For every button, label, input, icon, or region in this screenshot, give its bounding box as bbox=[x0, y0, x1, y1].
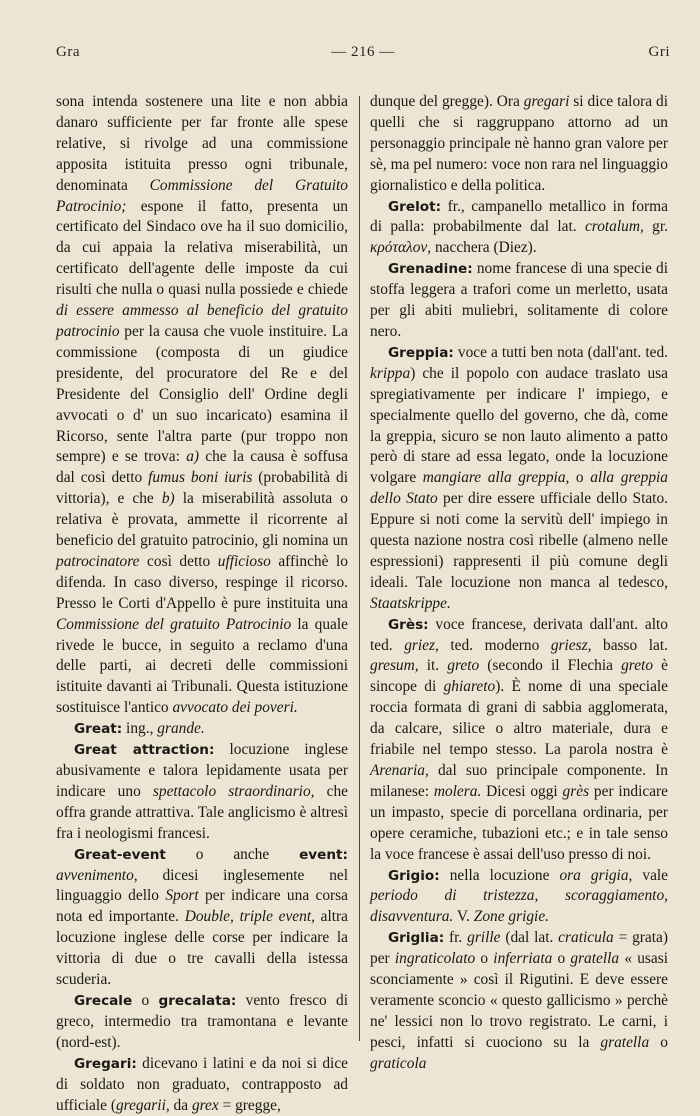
body-text: basso lat. bbox=[591, 636, 668, 654]
entry-great bbox=[56, 719, 348, 740]
header-left-guideword: Gra bbox=[56, 44, 80, 60]
body-text: la miserabilità assoluta o relativa è provata, ammette il ricorrente al beneficio del gratuito patrocinio, gli nomina un bbox=[56, 490, 349, 550]
body-text: ). È nome di una speciale roccia formata di grani di sabbia agglomerata, da calcare, silice o altro materiale, dura e friabile nel tempo stesso. La parola nostra è bbox=[370, 678, 669, 759]
entry-greppia bbox=[370, 343, 668, 615]
italic-text: grille bbox=[467, 929, 501, 947]
body-text: o bbox=[649, 1033, 668, 1051]
entry-patrocinio-continuation bbox=[56, 92, 348, 719]
column-divider bbox=[359, 96, 360, 1041]
body-text: la quale rivede le bucce, in seguito a reclamo d'una delle parti, ai decreti delle commissioni istituite davanti ai Tribunali. Questa istituzione sostituisce l'antico bbox=[56, 615, 348, 717]
body-text: ing., bbox=[122, 720, 158, 738]
italic-text: inferriata bbox=[493, 950, 553, 968]
italic-text: Commissione del gratuito Patrocinio bbox=[56, 615, 292, 633]
italic-text: di essere ammesso al beneficio del gratuito patrocinio bbox=[56, 302, 348, 340]
body-text: = gregge, bbox=[218, 1096, 281, 1114]
body-text: nacchera (Diez). bbox=[431, 239, 537, 257]
body-text: (secondo il Flechia bbox=[479, 657, 622, 675]
headword: Greppia: bbox=[388, 344, 454, 361]
body-text: per la causa che vuole instituire. La commissione (composta di un giudice presidente, del procuratore del Re e del Presidente del Consiglio dell' Ordine degli avvocati o d' un suo incaricato) esamina il Ricorso, sente l'altra parte (pur troppo non sempre) e se trova: bbox=[56, 322, 348, 466]
italic-text: gregari bbox=[523, 93, 570, 110]
italic-text: ingraticolato bbox=[394, 950, 476, 968]
headword: Grecale bbox=[74, 992, 133, 1009]
italic-text: crotalum, bbox=[584, 218, 644, 236]
body-text: sona intenda sostenere una lite e non abbia danaro sufficiente per far fronte alle spese relative, si rivolge ad una commissione apposita istituita presso ogni tribunale, denominata bbox=[56, 93, 348, 194]
body-text: vento fresco di greco, intermedio tra tramontana e levante (nord-est). bbox=[56, 991, 348, 1051]
body-text: o bbox=[569, 469, 591, 487]
body-text: affinchè lo difenda. In caso diverso, respinge il ricorso. Presso le Corti d'Appello è pure instituita una bbox=[56, 552, 348, 612]
page-number: — 216 — bbox=[331, 44, 395, 60]
body-text: event: bbox=[299, 846, 348, 863]
body-text: it. bbox=[418, 657, 448, 675]
italic-text: spettacolo straordinario, bbox=[152, 782, 315, 800]
body-text: (probabilità di vittoria), e che bbox=[56, 469, 348, 508]
italic-text: fumus boni iuris bbox=[148, 469, 253, 487]
body-text: dicesi inglesemente nel linguaggio dello bbox=[56, 866, 348, 905]
body-text: locuzione inglese abusivamente e talora lepidamente usata per indicare uno bbox=[56, 741, 349, 800]
italic-text: avvenimento, bbox=[56, 866, 138, 884]
body-text: dal suo principale componente. In milanese: bbox=[370, 762, 668, 800]
italic-text: Double, triple event, bbox=[184, 908, 315, 926]
headword: Griglia: bbox=[388, 930, 445, 947]
italic-text: greto bbox=[621, 657, 654, 675]
headword: Grès: bbox=[388, 616, 429, 633]
italic-text: patrocinatore bbox=[56, 552, 140, 570]
body-text: dunque del gregge). Ora bbox=[370, 93, 524, 110]
body-text: altra locuzione inglese delle corse per indicare la vittoria di due o tre cavalli della istessa scuderia. bbox=[56, 908, 349, 989]
italic-text: κρόταλον, bbox=[370, 239, 432, 257]
body-text: espone il fatto, presenta un certificato del Sindaco ove ha il suo domicilio, da cui appaia la relativa miserabilità, un certificato dell'agente delle imposte da cui risulti che nulla o quasi nulla possiede e chiede bbox=[56, 197, 348, 299]
headword: Grigio: bbox=[388, 867, 440, 884]
body-text: o bbox=[475, 950, 494, 968]
body-text: o bbox=[552, 950, 571, 968]
italic-text: a) bbox=[186, 448, 200, 466]
body-text: (dal lat. bbox=[500, 929, 559, 947]
body-text: grecalata: bbox=[158, 992, 237, 1009]
body-text: ) che il popolo con audace traslato usa spregiativamente per indicare l' impiego, e specialmente quello del governo, che dà, come la greppia, sicuro se non lauto alimento a patto però di stare ad essa legato, onde la locuzione volgare bbox=[370, 364, 668, 487]
body-text: V. bbox=[453, 908, 474, 926]
body-text: voce francese, derivata dall'ant. alto ted. bbox=[370, 615, 668, 654]
body-text: da bbox=[169, 1096, 192, 1114]
italic-text: periodo di tristezza, scoraggiamento, disavventura. bbox=[370, 887, 668, 926]
body-text: « usasi sconciamente » così il Rigutini. E deve essere veramente sconcio « questo gallicismo » perchè ne' lessici non lo trovo registrato. Le carni, i pesci, infatti si cuociono su la bbox=[370, 950, 668, 1051]
italic-text: Arenaria, bbox=[370, 762, 429, 779]
italic-text: greto bbox=[447, 657, 480, 675]
italic-text: gresum, bbox=[370, 657, 419, 675]
left-column bbox=[56, 92, 349, 1114]
italic-text: gregarii, bbox=[115, 1096, 170, 1114]
italic-text: grès bbox=[562, 782, 590, 800]
headword: Grenadine: bbox=[388, 261, 473, 278]
headword: Great attraction: bbox=[74, 742, 215, 759]
body-text: o anche bbox=[165, 845, 300, 863]
body-text: o bbox=[132, 991, 159, 1009]
entry-grenadine bbox=[370, 259, 668, 343]
italic-text: Zone grigie. bbox=[473, 908, 550, 926]
body-text: che la causa è soffusa dal così detto bbox=[56, 448, 348, 487]
italic-text: krippa bbox=[370, 364, 411, 382]
body-text: che offra grande attrattiva. Tale anglicismo è altresì fra i neologismi francesi. bbox=[56, 782, 348, 842]
body-text: nome francese di una specie di stoffa leggera a trafori come un merletto, usata per gli abiti muliebri, solitamente di colore nero. bbox=[370, 260, 668, 340]
italic-text: gratella bbox=[600, 1033, 650, 1051]
italic-text: alla greppia dello Stato bbox=[370, 469, 668, 508]
entry-grelot bbox=[370, 197, 668, 260]
italic-text: Commissione del Gratuito Patrocinio; bbox=[56, 176, 348, 215]
headword: Great: bbox=[74, 721, 123, 738]
body-text: dicevano i latini e da noi si dice di soldato non graduato, contrapposto ad ufficiale ( bbox=[56, 1054, 348, 1114]
header-right-guideword: Gri bbox=[648, 44, 670, 60]
italic-text: ora grigia, bbox=[559, 866, 633, 884]
body-text: per indicare una corsa nota ed importante. bbox=[56, 887, 348, 926]
body-text: si dice talora di quelli che si raggruppano attorno ad un personaggio principale nè hanno gran valore per sè, ma pel numero: voce non rara nel linguaggio giornalistico e della politica. bbox=[370, 93, 669, 194]
headword: Grelot: bbox=[388, 198, 442, 215]
headword: Gregari: bbox=[74, 1055, 137, 1072]
entry-great-attraction bbox=[56, 740, 348, 845]
running-header bbox=[56, 44, 670, 68]
body-text: nella locuzione bbox=[439, 866, 560, 884]
italic-text: gratella bbox=[570, 950, 620, 968]
italic-text: ghiareto bbox=[443, 678, 496, 696]
body-text: voce a tutti ben nota (dall'ant. ted. bbox=[453, 343, 668, 361]
italic-text: Staatskrippe. bbox=[370, 594, 451, 612]
body-text: Dicesi oggi bbox=[481, 782, 563, 800]
entry-gregari bbox=[56, 1054, 348, 1116]
italic-text: grande. bbox=[157, 720, 205, 738]
body-text: per dire essere ufficiale dello Stato. Eppure si noti come la servitù dell' impiego in questa nazione nostra così ribelle (almeno nelle espressioni) rappresenti il più comune degli ideali. Tale locuzione non manca al tedesco, bbox=[370, 490, 669, 591]
body-text: fr. bbox=[444, 929, 468, 947]
italic-text: griez, bbox=[404, 636, 439, 654]
body-text: fr., campanello metallico in forma di palla: probabilmente dal lat. bbox=[370, 197, 668, 236]
body-text: per indicare un impasto, specie di porcellana ordinaria, per opere ceramiche, tubazioni etc.; e in tale senso la voce francese è assai dell'uso presso di noi. bbox=[370, 782, 668, 863]
italic-text: craticula bbox=[558, 929, 614, 947]
italic-text: grex bbox=[191, 1096, 219, 1114]
italic-text: graticola bbox=[370, 1054, 427, 1072]
body-text: ted. moderno bbox=[438, 636, 551, 654]
italic-text: avvocato dei poveri. bbox=[172, 699, 298, 717]
right-column bbox=[370, 92, 668, 1075]
body-text: vale bbox=[632, 866, 669, 884]
italic-text: ufficioso bbox=[217, 552, 271, 570]
entry-grecale bbox=[56, 991, 348, 1054]
italic-text: griesz, bbox=[550, 636, 592, 654]
body-text: così detto bbox=[139, 552, 218, 570]
entry-great-event bbox=[56, 845, 348, 991]
italic-text: Sport bbox=[165, 887, 199, 905]
italic-text: mangiare alla greppia, bbox=[422, 469, 570, 487]
entry-griglia bbox=[370, 928, 668, 1074]
italic-text: b) bbox=[161, 490, 175, 508]
body-text: gr. bbox=[643, 218, 669, 236]
headword: Great-event bbox=[74, 846, 166, 863]
entry-gregari-continuation bbox=[370, 92, 668, 197]
entry-grigio bbox=[370, 866, 668, 929]
body-text: = grata) per bbox=[370, 929, 668, 968]
entry-gres bbox=[370, 615, 668, 866]
italic-text: molera. bbox=[433, 782, 482, 800]
body-text: è sincope di bbox=[370, 657, 668, 696]
